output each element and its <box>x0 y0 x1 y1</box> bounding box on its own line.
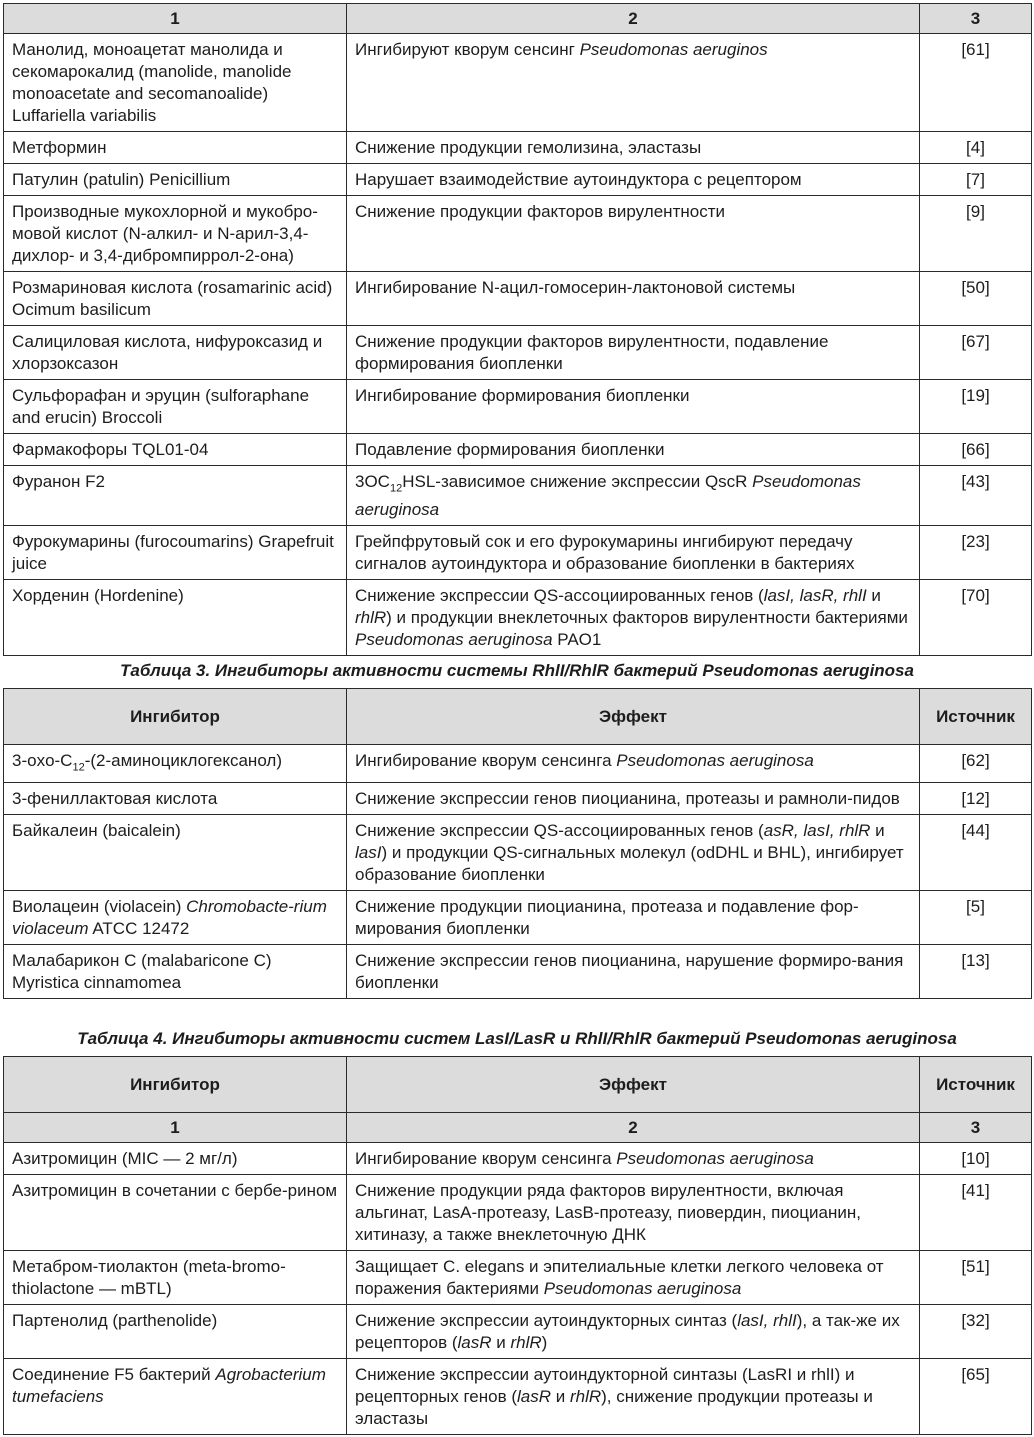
source-cell: [62] <box>920 745 1032 783</box>
inhibitor-cell: Фуранон F2 <box>4 466 347 526</box>
inhibitor-cell: Сульфорафан и эруцин (sulforaphane and erucin) Broccoli <box>4 380 347 434</box>
effect-cell <box>347 1143 920 1175</box>
table-row <box>4 326 1032 380</box>
table-row <box>4 272 1032 326</box>
effect-cell <box>347 815 920 891</box>
source-cell: [12] <box>920 783 1032 815</box>
effect-cell: Снижение продукции пиоцианина, протеаза и подавление фор-мирования биопленки <box>347 891 920 945</box>
inhibitor-cell: Азитромицин (MIC — 2 мг/л) <box>4 1143 347 1175</box>
table-4 <box>3 1056 1032 1435</box>
effect-text: ) и продукции QS-сигнальных молекул (odDHL и BHL), ингибирует образование биопленки <box>355 843 904 885</box>
effect-text: Снижение экспрессии QS-ассоциированных генов ( <box>355 821 764 841</box>
species-name: Pseudomonas aeruginosa <box>355 630 553 650</box>
inhibitor-cell: Азитромицин в сочетании с бербе-рином <box>4 1175 347 1251</box>
table-row <box>4 380 1032 434</box>
table-row <box>4 466 1032 526</box>
effect-text: ) <box>541 1333 548 1352</box>
inhibitor-text: -(2-аминоциклогексанол) <box>84 751 282 770</box>
effect-text: Защищает C. elegans и эпителиальные клетки легкого человека от поражения бактериями <box>355 1257 884 1298</box>
table-row <box>4 196 1032 272</box>
effect-text: и <box>866 586 881 606</box>
table-row <box>4 526 1032 580</box>
header-source: Источник <box>920 689 1032 745</box>
effect-text: 3OC <box>355 472 390 491</box>
gene-names: lasI, rhlI <box>737 1311 797 1330</box>
source-cell: [44] <box>920 815 1032 891</box>
inhibitor-cell: Производные мукохлорной и мукобро-мовой кислот (N-алкил- и N-арил-3,4-дихлор- и 3,4-дибромпиррол-2-она) <box>4 196 347 272</box>
table-row <box>4 1143 1032 1175</box>
effect-cell: Нарушает взаимодействие аутоиндуктора с рецептором <box>347 164 920 196</box>
effect-cell: Подавление формирования биопленки <box>347 434 920 466</box>
inhibitor-cell <box>4 1359 347 1435</box>
species-name: Agrobacterium tumefaciens <box>12 1365 326 1406</box>
inhibitor-cell: Малабарикон C (malabaricone C) Myristica cinnamomea <box>4 945 347 999</box>
source-cell: [41] <box>920 1175 1032 1251</box>
gene-names: lasR <box>517 1387 552 1406</box>
inhibitor-cell: Байкалеин (baicalein) <box>4 815 347 891</box>
header-effect: Эффект <box>347 1057 920 1113</box>
effect-cell <box>347 34 920 132</box>
inhibitor-cell: Метабром-тиолактон (meta-bromo-thiolactone — mBTL) <box>4 1251 347 1305</box>
effect-cell <box>347 580 920 656</box>
inhibitor-cell: Хорденин (Hordenine) <box>4 580 347 656</box>
subscript: 12 <box>72 761 85 774</box>
gene-names: rhlR <box>355 608 387 628</box>
effect-cell: Снижение экспрессии генов пиоцианина, протеазы и рамноли-пидов <box>347 783 920 815</box>
inhibitor-cell: Салициловая кислота, нифуроксазид и хлорзоксазон <box>4 326 347 380</box>
effect-text: и <box>870 821 885 841</box>
effect-cell <box>347 745 920 783</box>
header-inhibitor: Ингибитор <box>4 1057 347 1113</box>
table-row <box>4 164 1032 196</box>
table-row <box>4 580 1032 656</box>
table-row <box>4 132 1032 164</box>
column-number-row <box>4 4 1032 34</box>
table-row <box>4 945 1032 999</box>
inhibitor-text: Виолацеин (violacein) <box>12 897 187 917</box>
source-cell: [4] <box>920 132 1032 164</box>
table-3 <box>3 688 1032 999</box>
effect-text: HSL-зависимое снижение экспрессии QscR <box>402 472 753 491</box>
source-cell: [5] <box>920 891 1032 945</box>
inhibitor-cell: Манолид, моноацетат манолида и секомарокалид (manolide, manolide monoacetate and secomanoalide) Luffariella variabilis <box>4 34 347 132</box>
inhibitor-cell: Фурокумарины (furocoumarins) Grapefruit juice <box>4 526 347 580</box>
effect-cell <box>347 466 920 526</box>
effect-cell: Грейпфрутовый сок и его фурокумарины ингибируют передачу сигналов аутоиндуктора и образование биопленки в бактериях <box>347 526 920 580</box>
effect-text: Снижение экспрессии аутоиндукторной синтазы (LasRI и rhlI) и рецепторных генов ( <box>355 1365 855 1406</box>
inhibitor-cell <box>4 891 347 945</box>
header-source: Источник <box>920 1057 1032 1113</box>
effect-text: Снижение экспрессии аутоиндукторных синтаз ( <box>355 1311 738 1330</box>
source-cell: [51] <box>920 1251 1032 1305</box>
col-num-3: 3 <box>920 4 1032 34</box>
table-4-caption: Таблица 4. Ингибиторы активности систем LasI/LasR и RhlI/RhlR бактерий Pseudomonas aeruginosa <box>77 1029 957 1048</box>
effect-text: Ингибируют кворум сенсинг <box>355 40 580 59</box>
gene-names: asR, lasI, rhlR <box>763 821 871 841</box>
effect-cell: Снижение продукции факторов вирулентности <box>347 196 920 272</box>
species-name: Pseudomonas aeruginosa <box>355 472 861 520</box>
col-num-2: 2 <box>347 1113 920 1143</box>
table-row <box>4 1359 1032 1435</box>
table-3-caption: Таблица 3. Ингибиторы активности системы RhlI/RhlR бактерий Pseudomonas aeruginosa <box>120 661 914 680</box>
effect-cell <box>347 1251 920 1305</box>
gene-names: lasR <box>457 1333 492 1352</box>
effect-text: ) и продукции внеклеточных факторов вирулентности бактериями <box>386 608 908 628</box>
inhibitor-cell: Метформин <box>4 132 347 164</box>
source-cell: [23] <box>920 526 1032 580</box>
source-cell: [50] <box>920 272 1032 326</box>
source-cell: [43] <box>920 466 1032 526</box>
species-name: Pseudomonas aeruginosa <box>616 1149 814 1168</box>
col-num-1: 1 <box>4 4 347 34</box>
effect-cell: Снижение продукции ряда факторов вирулентности, включая альгинат, LasA-протеазу, LasB-протеазу, пиовердин, пиоцианин, хитиназу, а также внеклеточную ДНК <box>347 1175 920 1251</box>
species-name: Pseudomonas aeruginosa <box>543 1279 742 1298</box>
species-name: Pseudomonas aeruginos <box>579 40 768 59</box>
header-inhibitor: Ингибитор <box>4 689 347 745</box>
effect-cell: Ингибирование N-ацил-гомосерин-лактоновой системы <box>347 272 920 326</box>
source-cell: [19] <box>920 380 1032 434</box>
effect-text: и <box>491 1333 511 1352</box>
inhibitor-cell: 3-фениллактовая кислота <box>4 783 347 815</box>
effect-text: ), а так-же их рецепторов ( <box>355 1311 900 1352</box>
header-row <box>4 689 1032 745</box>
effect-text: Ингибирование кворум сенсинга <box>355 751 617 770</box>
table-row <box>4 745 1032 783</box>
col-num-3: 3 <box>920 1113 1032 1143</box>
source-cell: [7] <box>920 164 1032 196</box>
source-cell: [70] <box>920 580 1032 656</box>
inhibitor-cell: Фармакофоры TQL01-04 <box>4 434 347 466</box>
effect-text: и <box>551 1387 570 1406</box>
table-row <box>4 1251 1032 1305</box>
effect-cell <box>347 1359 920 1435</box>
effect-cell: Ингибирование формирования биопленки <box>347 380 920 434</box>
source-cell: [67] <box>920 326 1032 380</box>
effect-cell: Снижение продукции факторов вирулентности, подавление формирования биопленки <box>347 326 920 380</box>
effect-text: ), снижение продукции протеазы и эластазы <box>355 1387 873 1428</box>
inhibitor-cell <box>4 745 347 783</box>
source-cell: [61] <box>920 34 1032 132</box>
table-row <box>4 34 1032 132</box>
header-effect: Эффект <box>347 689 920 745</box>
inhibitor-text: Соединение F5 бактерий <box>12 1365 216 1384</box>
gene-names: rhlR <box>569 1387 602 1406</box>
gene-names: lasI <box>355 843 382 863</box>
effect-cell <box>347 1305 920 1359</box>
source-cell: [10] <box>920 1143 1032 1175</box>
source-cell: [32] <box>920 1305 1032 1359</box>
table-row <box>4 434 1032 466</box>
table-row <box>4 783 1032 815</box>
effect-text: PAO1 <box>552 630 602 650</box>
inhibitor-cell: Партенолид (parthenolide) <box>4 1305 347 1359</box>
source-cell: [13] <box>920 945 1032 999</box>
subscript: 12 <box>389 482 403 495</box>
source-cell: [66] <box>920 434 1032 466</box>
inhibitor-cell: Патулин (patulin) Penicillium <box>4 164 347 196</box>
effect-cell: Снижение продукции гемолизина, эластазы <box>347 132 920 164</box>
col-num-1: 1 <box>4 1113 347 1143</box>
table-row <box>4 1175 1032 1251</box>
table-2-continuation <box>3 3 1032 656</box>
column-number-row <box>4 1113 1032 1143</box>
species-name: Pseudomonas aeruginosa <box>616 751 814 770</box>
col-num-2: 2 <box>347 4 920 34</box>
gene-names: lasI, lasR, rhlI <box>763 586 867 606</box>
header-row <box>4 1057 1032 1113</box>
table-row <box>4 815 1032 891</box>
inhibitor-text: 3-oxo-C <box>12 751 73 770</box>
effect-text: Снижение экспрессии QS-ассоциированных генов ( <box>355 586 764 606</box>
species-name: Chromobacte-rium violaceum <box>12 897 327 939</box>
inhibitor-cell: Розмариновая кислота (rosamarinic acid) Ocimum basilicum <box>4 272 347 326</box>
source-cell: [9] <box>920 196 1032 272</box>
source-cell: [65] <box>920 1359 1032 1435</box>
effect-text: Ингибирование кворум сенсинга <box>355 1149 617 1168</box>
inhibitor-text: ATCC 12472 <box>88 919 190 939</box>
gene-names: rhlR <box>510 1333 542 1352</box>
table-row <box>4 1305 1032 1359</box>
effect-cell: Снижение экспрессии генов пиоцианина, нарушение формиро-вания биопленки <box>347 945 920 999</box>
table-row <box>4 891 1032 945</box>
